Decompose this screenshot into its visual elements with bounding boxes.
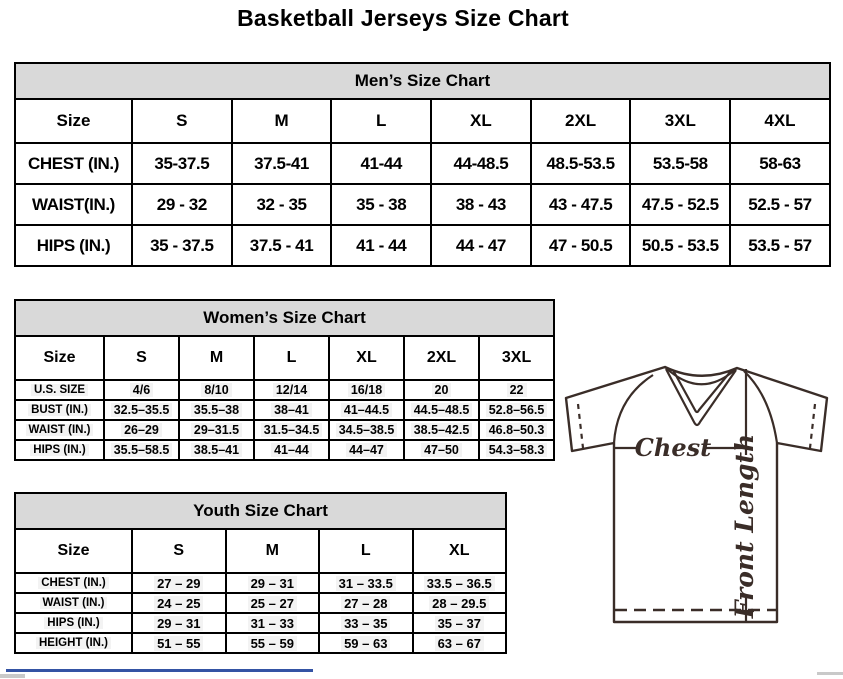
size-value: 32.5–35.5: [111, 403, 173, 417]
size-value-cell: [531, 184, 631, 225]
size-value: 28 – 29.5: [429, 596, 489, 611]
size-value-cell: [329, 400, 404, 420]
size-value: 53.5 - 57: [748, 235, 812, 255]
size-value: 43 - 47.5: [548, 194, 613, 214]
size-value: 53.5-58: [652, 153, 708, 173]
size-value-cell: [431, 143, 531, 184]
size-value-cell: [232, 184, 332, 225]
size-value: 26–29: [121, 423, 162, 437]
size-value-cell: [226, 633, 320, 653]
row-label: CHEST (IN.): [38, 577, 109, 589]
size-value: 37.5 - 41: [249, 235, 314, 255]
column-header: S: [132, 529, 226, 573]
size-value-cell: [319, 593, 413, 613]
size-value: 29 – 31: [248, 576, 297, 591]
size-value: 52.8–56.5: [486, 403, 548, 417]
size-value-cell: [413, 633, 507, 653]
front-length-label: Front Length: [730, 433, 759, 619]
size-value-cell: [254, 440, 329, 460]
size-value-cell: [254, 420, 329, 440]
row-label: HIPS (IN.): [44, 617, 102, 629]
size-value: 38–41: [271, 403, 312, 417]
size-value: 41–44: [271, 443, 312, 457]
size-value: 33 – 35: [341, 616, 390, 631]
size-value: 8/10: [201, 383, 231, 397]
size-value-cell: [404, 420, 479, 440]
size-value: 55 – 59: [248, 636, 297, 651]
size-value: 31 – 33: [248, 616, 297, 631]
size-value: 48.5-53.5: [546, 153, 615, 173]
size-value: 35.5–58.5: [111, 443, 173, 457]
chest-label: Chest: [634, 433, 712, 462]
jersey-measurement-diagram: [556, 358, 843, 630]
table-row: [15, 633, 506, 653]
size-value: 35 - 38: [356, 194, 407, 214]
column-header: 2XL: [531, 99, 631, 143]
column-header: Size: [15, 336, 104, 380]
partial-content-blue-bar: [6, 669, 313, 672]
column-header: M: [232, 99, 332, 143]
size-value: 37.5-41: [254, 153, 309, 173]
size-value: 29 – 31: [154, 616, 203, 631]
row-label: WAIST (IN.): [40, 597, 108, 609]
size-value: 38.5–42.5: [411, 423, 473, 437]
row-label: BUST (IN.): [28, 404, 91, 416]
row-label: CHEST (IN.): [28, 153, 119, 173]
size-value: 44–47: [346, 443, 387, 457]
size-value: 25 – 27: [248, 596, 297, 611]
size-value: 47.5 - 52.5: [641, 194, 719, 214]
row-label: WAIST(IN.): [32, 194, 115, 214]
size-value: 54.3–58.3: [486, 443, 548, 457]
men-chart-title: Men’s Size Chart: [15, 63, 830, 99]
mens-size-chart-table: [14, 62, 831, 267]
size-value-cell: [329, 420, 404, 440]
size-value-cell: [730, 184, 830, 225]
size-value-cell: [630, 143, 730, 184]
size-value-cell: [329, 380, 404, 400]
size-value: 22: [507, 383, 527, 397]
size-value-cell: [479, 380, 554, 400]
row-label-cell: [15, 573, 132, 593]
size-value: 47–50: [421, 443, 462, 457]
table-row: [15, 400, 554, 420]
youth-size-chart-table: [14, 492, 507, 654]
size-value: 63 – 67: [435, 636, 484, 651]
column-header: Size: [15, 99, 132, 143]
size-value-cell: [226, 573, 320, 593]
size-value-cell: [531, 143, 631, 184]
size-value-cell: [730, 143, 830, 184]
size-value: 35-37.5: [154, 153, 210, 173]
row-label-cell: [15, 184, 132, 225]
size-value-cell: [404, 380, 479, 400]
table-row: [15, 593, 506, 613]
table-row: [15, 380, 554, 400]
page-title: Basketball Jerseys Size Chart: [237, 5, 569, 31]
row-label-cell: [15, 143, 132, 184]
size-value-cell: [104, 440, 179, 460]
size-value: 4/6: [130, 383, 153, 397]
size-value-cell: [413, 573, 507, 593]
size-value-cell: [404, 440, 479, 460]
size-value-cell: [104, 400, 179, 420]
size-value: 51 – 55: [154, 636, 203, 651]
size-value-cell: [226, 593, 320, 613]
table-row: [15, 184, 830, 225]
size-value: 12/14: [273, 383, 310, 397]
row-label-cell: [15, 225, 132, 266]
size-value: 29–31.5: [191, 423, 242, 437]
size-value-cell: [531, 225, 631, 266]
size-value: 46.8–50.3: [486, 423, 548, 437]
row-label: U.S. SIZE: [31, 384, 88, 396]
row-label-cell: [15, 420, 104, 440]
size-value: 27 – 29: [154, 576, 203, 591]
size-value: 24 – 25: [154, 596, 203, 611]
column-header: 3XL: [479, 336, 554, 380]
size-value-cell: [413, 613, 507, 633]
size-value-cell: [319, 633, 413, 653]
table-row: [15, 225, 830, 266]
jersey-outline: [566, 367, 827, 622]
column-header: S: [104, 336, 179, 380]
size-value: 47 - 50.5: [548, 235, 613, 255]
column-header: 3XL: [630, 99, 730, 143]
column-header: L: [331, 99, 431, 143]
table-row: [15, 613, 506, 633]
size-value-cell: [254, 380, 329, 400]
size-value-cell: [431, 184, 531, 225]
column-header: Size: [15, 529, 132, 573]
column-header-row: [15, 529, 506, 573]
row-label-cell: [15, 400, 104, 420]
size-value-cell: [404, 400, 479, 420]
column-header: 2XL: [404, 336, 479, 380]
size-value-cell: [179, 380, 254, 400]
size-value-cell: [479, 400, 554, 420]
women-chart-title: Women’s Size Chart: [15, 300, 554, 336]
column-header: M: [179, 336, 254, 380]
size-value: 31 – 33.5: [336, 576, 396, 591]
size-value-cell: [179, 400, 254, 420]
size-value: 38.5–41: [191, 443, 242, 457]
row-label-cell: [15, 613, 132, 633]
table-row: [15, 440, 554, 460]
size-value-cell: [104, 420, 179, 440]
size-value-cell: [630, 225, 730, 266]
table-row: [15, 573, 506, 593]
size-value-cell: [331, 225, 431, 266]
size-value-cell: [329, 440, 404, 460]
size-value: 31.5–34.5: [261, 423, 323, 437]
column-header: L: [254, 336, 329, 380]
column-header: XL: [413, 529, 507, 573]
size-value-cell: [179, 440, 254, 460]
size-value-cell: [132, 593, 226, 613]
size-value: 32 - 35: [256, 194, 307, 214]
size-value: 52.5 - 57: [748, 194, 812, 214]
scrollbar-fragment-left[interactable]: [0, 674, 25, 678]
size-value: 41-44: [360, 153, 402, 173]
row-label: HIPS (IN.): [30, 444, 88, 456]
size-value: 35.5–38: [191, 403, 242, 417]
size-value-cell: [331, 184, 431, 225]
size-value-cell: [132, 633, 226, 653]
size-value: 38 - 43: [455, 194, 506, 214]
row-label-cell: [15, 440, 104, 460]
size-value-cell: [413, 593, 507, 613]
column-header: M: [226, 529, 320, 573]
size-value: 33.5 – 36.5: [424, 576, 495, 591]
size-value: 41 - 44: [356, 235, 407, 255]
size-value-cell: [132, 573, 226, 593]
size-value-cell: [232, 143, 332, 184]
column-header-row: [15, 99, 830, 143]
row-label: HEIGHT (IN.): [36, 637, 111, 649]
size-value: 58-63: [759, 153, 801, 173]
size-value-cell: [319, 613, 413, 633]
column-header: XL: [431, 99, 531, 143]
row-label: HIPS (IN.): [36, 235, 111, 255]
row-label: WAIST (IN.): [26, 424, 94, 436]
size-value: 34.5–38.5: [336, 423, 398, 437]
size-value: 27 – 28: [341, 596, 390, 611]
size-value-cell: [630, 184, 730, 225]
column-header: L: [319, 529, 413, 573]
size-value: 35 – 37: [435, 616, 484, 631]
size-value-cell: [319, 573, 413, 593]
size-value-cell: [331, 143, 431, 184]
column-header-row: [15, 336, 554, 380]
size-value-cell: [179, 420, 254, 440]
size-value: 44 - 47: [455, 235, 506, 255]
size-value-cell: [132, 225, 232, 266]
size-value: 29 - 32: [156, 194, 207, 214]
scrollbar-fragment-right[interactable]: [817, 672, 843, 675]
size-value-cell: [104, 380, 179, 400]
youth-chart-title: Youth Size Chart: [15, 493, 506, 529]
size-value-cell: [730, 225, 830, 266]
size-value-cell: [479, 440, 554, 460]
size-value: 20: [432, 383, 452, 397]
size-value-cell: [132, 143, 232, 184]
row-label-cell: [15, 633, 132, 653]
size-value: 35 - 37.5: [150, 235, 214, 255]
size-value-cell: [132, 184, 232, 225]
size-value: 41–44.5: [341, 403, 392, 417]
column-header: XL: [329, 336, 404, 380]
table-row: [15, 420, 554, 440]
size-value-cell: [254, 400, 329, 420]
size-value-cell: [479, 420, 554, 440]
column-header: S: [132, 99, 232, 143]
size-value: 50.5 - 53.5: [641, 235, 719, 255]
size-value: 44-48.5: [453, 153, 509, 173]
column-header: 4XL: [730, 99, 830, 143]
table-row: [15, 143, 830, 184]
womens-size-chart-table: [14, 299, 555, 461]
size-value: 16/18: [348, 383, 385, 397]
row-label-cell: [15, 593, 132, 613]
size-value-cell: [431, 225, 531, 266]
size-value: 44.5–48.5: [411, 403, 473, 417]
size-value: 59 – 63: [341, 636, 390, 651]
size-value-cell: [132, 613, 226, 633]
row-label-cell: [15, 380, 104, 400]
size-value-cell: [232, 225, 332, 266]
size-value-cell: [226, 613, 320, 633]
